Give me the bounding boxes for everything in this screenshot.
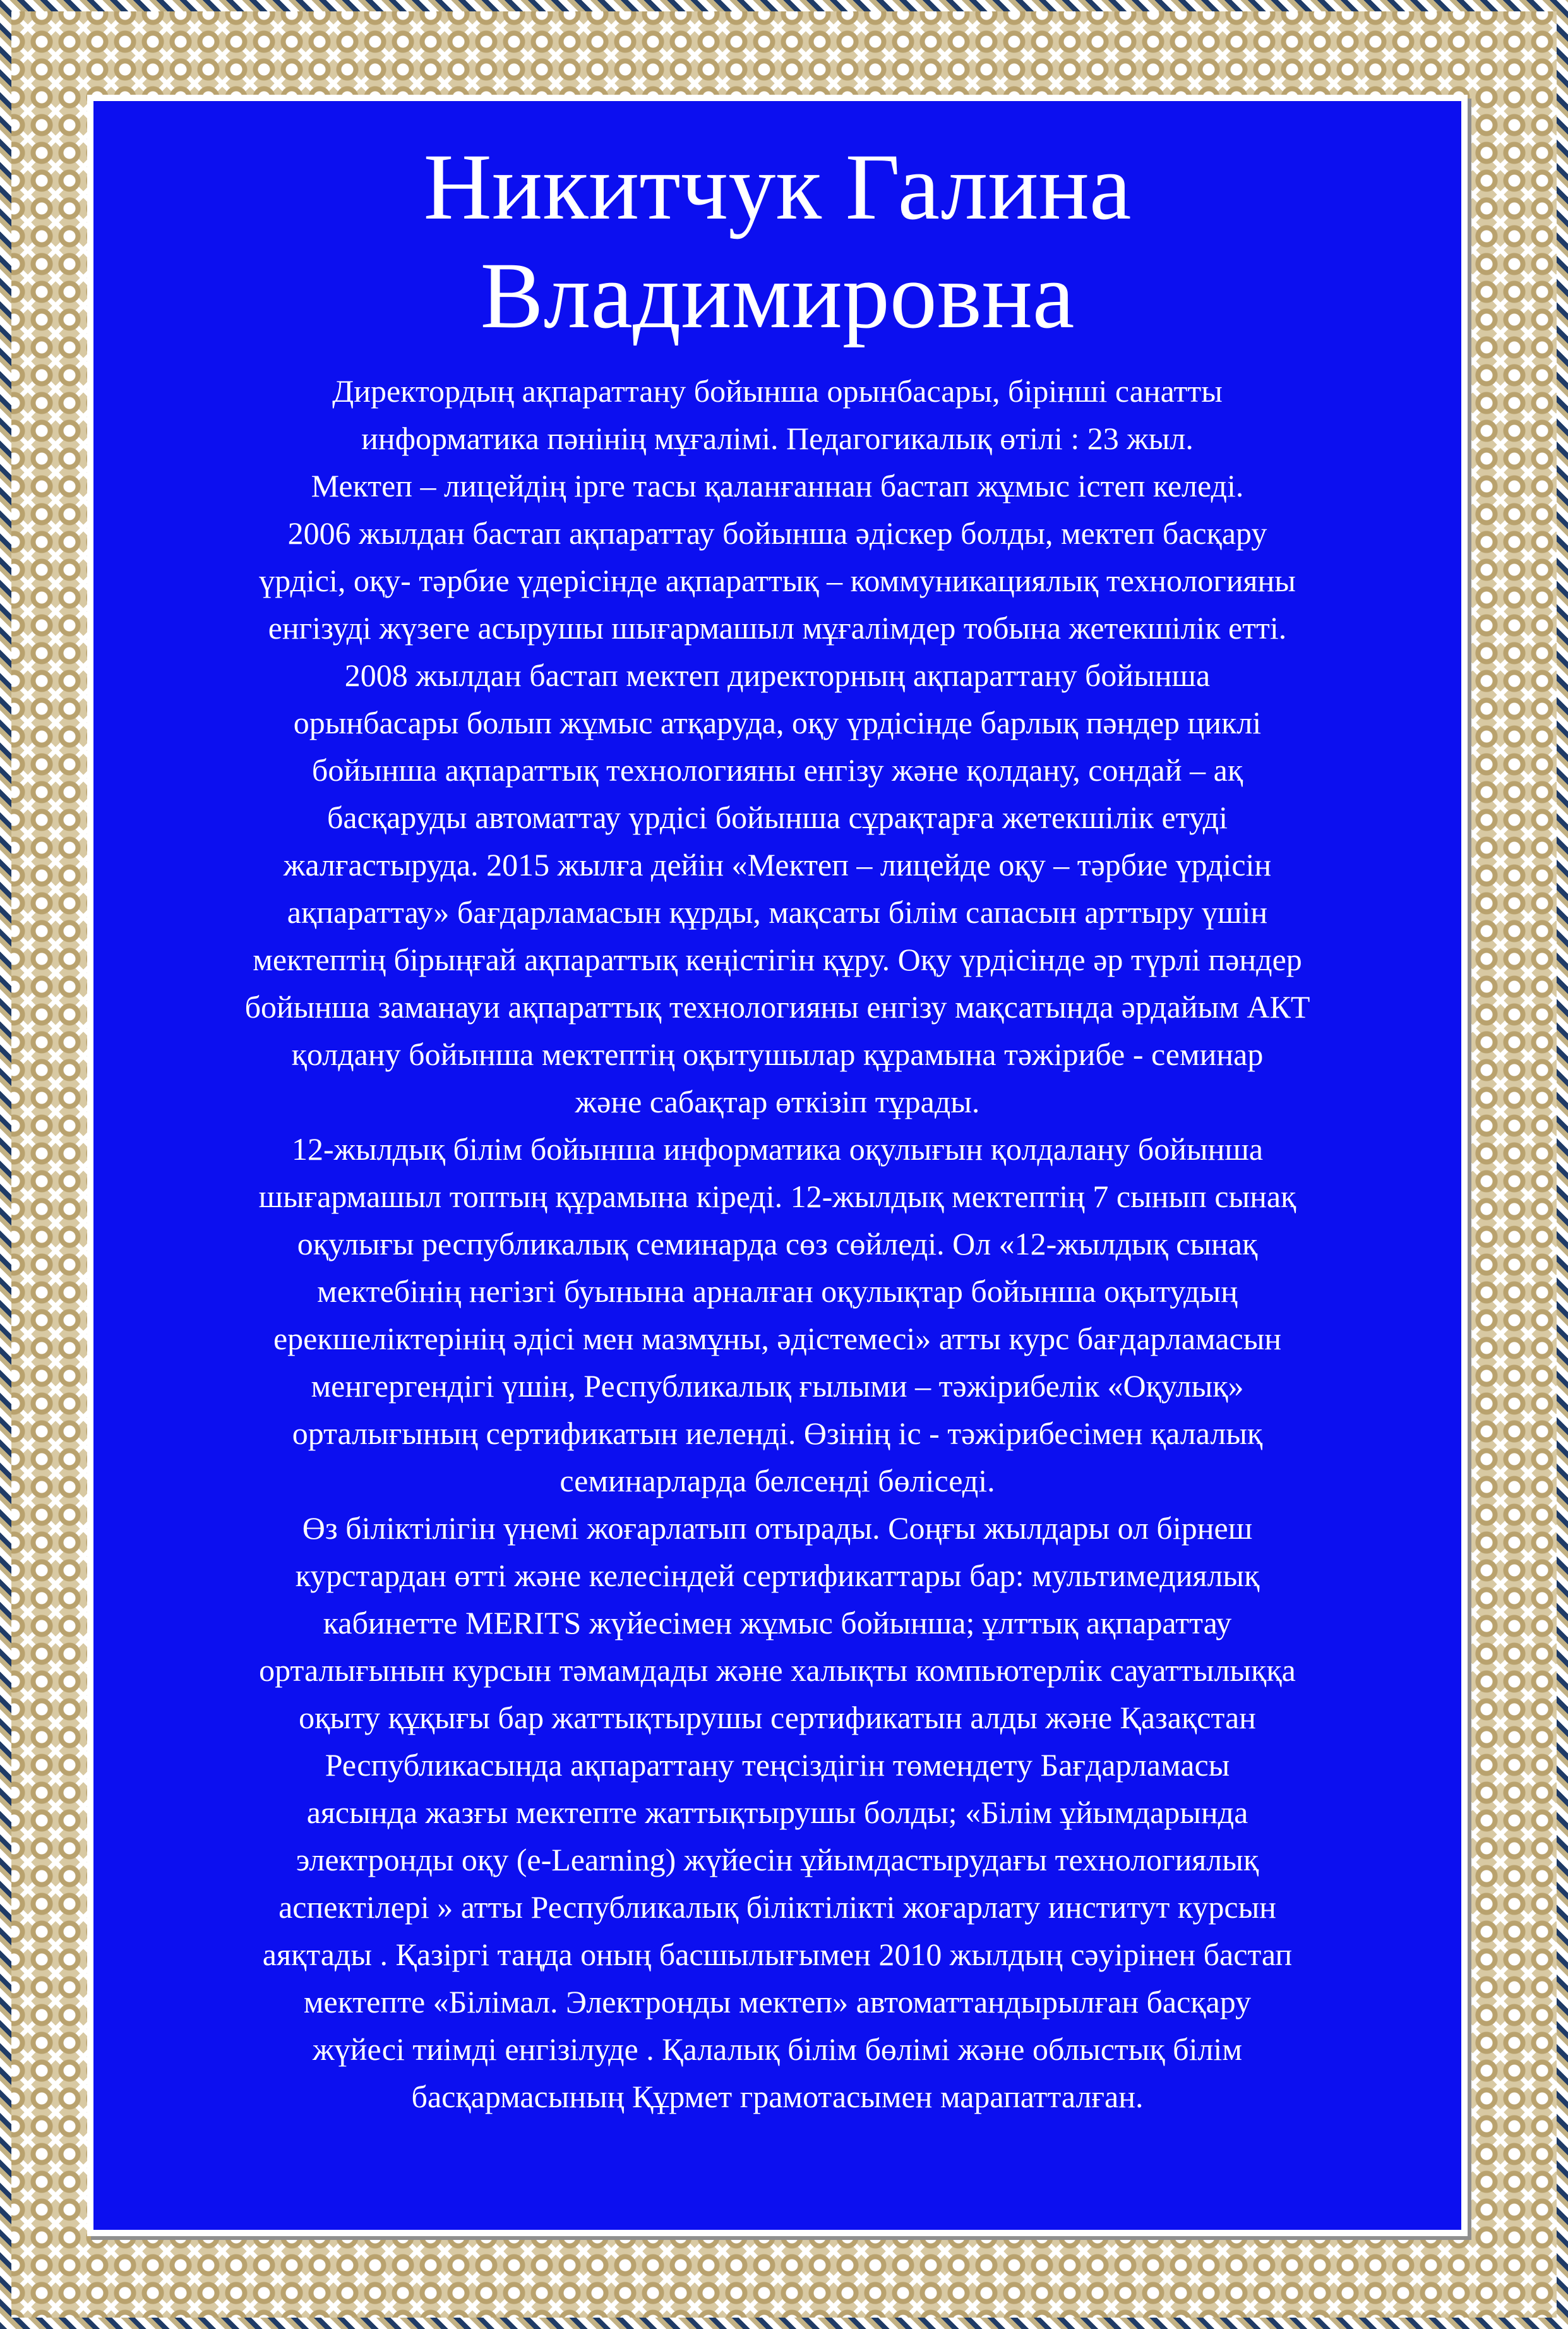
text-line: аясында жазғы мектепте жаттықтырушы болды; «Білім ұйымдарында	[306, 1795, 1248, 1830]
text-line: және сабақтар өткізіп тұрады.	[575, 1084, 980, 1119]
text-line: бойынша заманауи ақпараттық технологияны енгізу мақсатында әрдайым АКТ	[244, 989, 1310, 1025]
text-line: информатика пәнінің мұғалімі. Педагогикалық өтілі : 23 жыл.	[361, 421, 1194, 456]
biography-text	[163, 368, 1392, 2121]
text-line: енгізуді жүзеге асырушы шығармашыл мұғалімдер тобына жетекшілік етті.	[268, 610, 1287, 646]
text-line: басқаруды автоматтау үрдісі бойынша сұрақтарға жетекшілік етуді	[326, 800, 1228, 835]
text-line: Мектеп – лицейдің ірге тасы қаланғаннан бастап жұмыс істеп келеді.	[311, 468, 1244, 503]
text-line: электронды оқу (e-Learning) жүйесін ұйымдастырудағы технологиялық	[296, 1842, 1259, 1877]
text-line: кабинетте MERITS жүйесімен жұмыс бойынша; ұлттық ақпараттау	[323, 1605, 1232, 1640]
text-line: мектептің бірыңғай ақпараттық кеңістігін құру. Оқу үрдісінде әр түрлі пәндер	[253, 942, 1302, 977]
title-line-2: Владимировна	[480, 243, 1075, 348]
text-line: Өз біліктілігін үнемі жоғарлатып отырады. Соңғы жылдары ол бірнеш	[302, 1510, 1253, 1546]
text-line: Республикасында ақпараттану теңсіздігін төмендету Бағдарламасы	[325, 1747, 1230, 1783]
text-line: басқармасының Құрмет грамотасымен марапатталған.	[411, 2079, 1144, 2114]
text-line: курстардан өтті және келесіндей сертификаттары бар: мультимедиялық	[295, 1558, 1260, 1593]
text-line: оқулығы республикалық семинарда сөз сөйледі. Ол «12-жылдық сынақ	[297, 1226, 1258, 1261]
text-line: шығармашыл топтың құрамына кіреді. 12-жылдық мектептің 7 сынып сынақ	[258, 1179, 1296, 1214]
page-title	[163, 133, 1392, 350]
text-line: бойынша ақпараттық технологияны енгізу және қолдану, сондай – ақ	[311, 752, 1243, 788]
text-line: семинарларда белсенді бөліседі.	[560, 1463, 995, 1498]
text-line: 12-жылдық білім бойынша информатика оқулығын қолдалану бойынша	[291, 1131, 1264, 1167]
text-line: ерекшеліктерінің әдісі мен мазмұны, әдістемесі» атты курс бағдарламасын	[273, 1321, 1282, 1356]
text-line: орынбасары болып жұмыс атқаруда, оқу үрдісінде барлық пәндер циклі	[293, 705, 1262, 740]
text-line: қолдану бойынша мектептің оқытушылар құрамына тәжірибе - семинар	[291, 1037, 1264, 1072]
text-line: мектепте «Білімал. Электронды мектеп» автоматтандырылған басқару	[303, 1984, 1252, 2019]
text-line: жалғастыруда. 2015 жылға дейін «Мектеп – лицейде оқу – тәрбие үрдісін	[283, 847, 1272, 882]
text-line: менгергендігі үшін, Республикалық ғылыми – тәжірибелік «Оқулық»	[311, 1368, 1244, 1404]
text-line: аяқтады . Қазіргі таңда оның басшылығымен 2010 жылдың сәуірінен бастап	[262, 1937, 1293, 1972]
text-line: жүйесі тиімді енгізілуде . Қалалық білім бөлімі және облыстық білім	[313, 2031, 1242, 2067]
blue-panel	[93, 101, 1461, 2230]
text-line: оқыту құқығы бар жаттықтырушы сертификатын алды және Қазақстан	[299, 1700, 1256, 1735]
text-line: ақпараттау» бағдарламасын құрды, мақсаты білім сапасын арттыру үшін	[287, 894, 1268, 930]
title-line-1: Никитчук Галина	[423, 135, 1132, 239]
text-line: үрдісі, оқу- тәрбие үдерісінде ақпараттық – коммуникациялық технологияны	[259, 563, 1296, 598]
text-line: Директордың ақпараттану бойынша орынбасары, бірінші санатты	[332, 373, 1223, 409]
text-line: 2008 жылдан бастап мектеп директорның ақпараттану бойынша	[344, 658, 1211, 693]
text-line: аспектілері » атты Республикалық біліктілікті жоғарлату институт курсын	[278, 1889, 1276, 1925]
text-line: мектебінің негізгі буынына арналған оқулықтар бойынша оқытудың	[317, 1273, 1238, 1309]
text-line: орталығынын курсын тәмамдады және халықты компьютерлік сауаттылыққа	[259, 1652, 1296, 1688]
text-line: орталығының сертификатын иеленді. Өзінің іс - тәжірибесімен қалалық	[292, 1416, 1263, 1451]
text-line: 2006 жылдан бастап ақпараттау бойынша әдіскер болды, мектеп басқару	[287, 515, 1267, 551]
